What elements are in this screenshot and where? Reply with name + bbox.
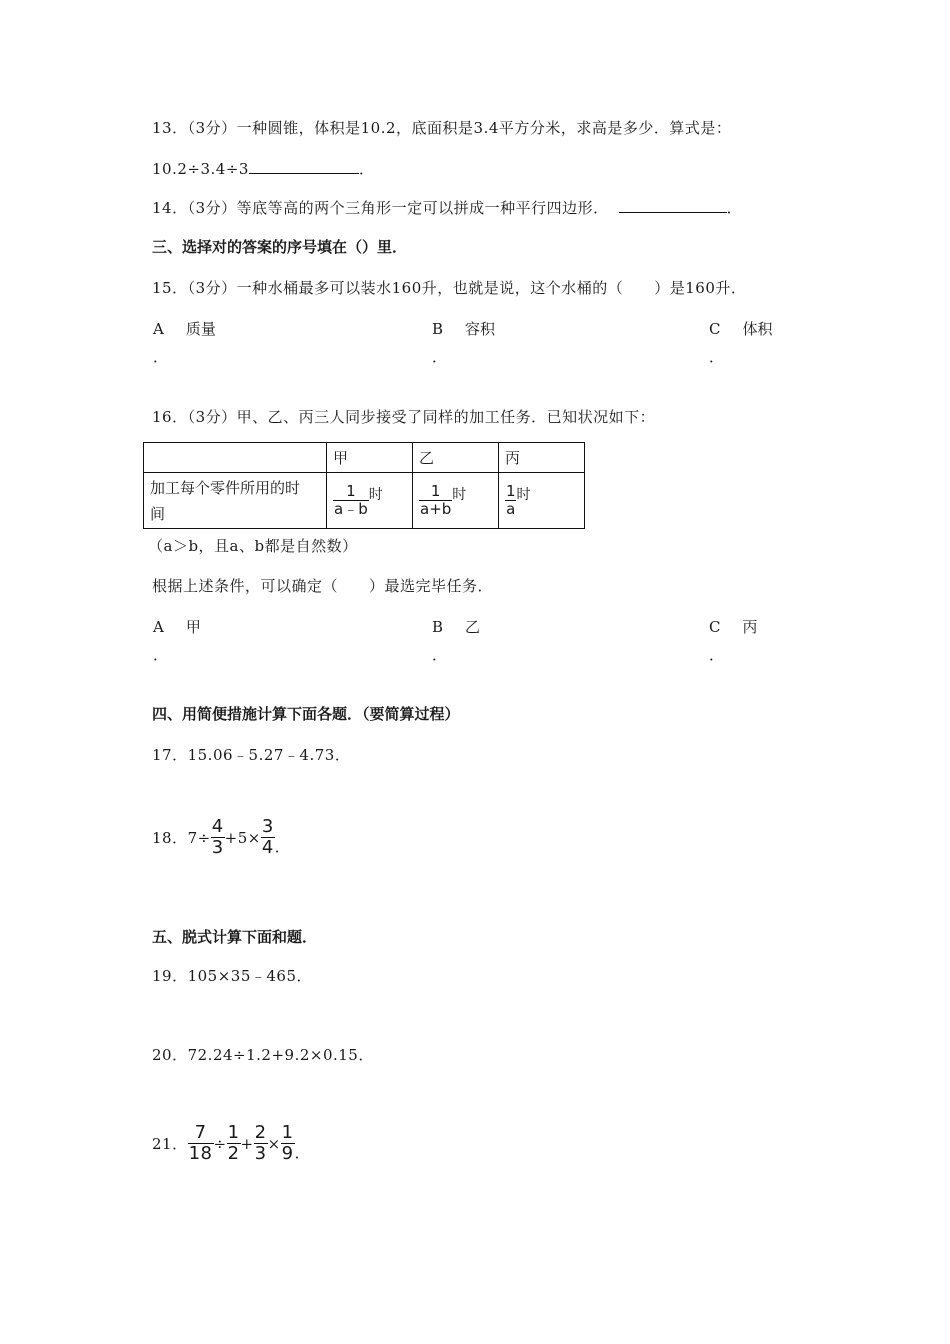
fraction <box>188 1124 214 1163</box>
numerator: 1 <box>430 482 441 501</box>
fraction <box>254 1124 268 1163</box>
numerator: 7 <box>194 1122 207 1143</box>
table-header-jia: 甲 <box>327 443 413 473</box>
table-cell-bing <box>499 473 585 529</box>
option-label: 体积 <box>742 320 773 338</box>
table-cell-jia <box>327 473 413 529</box>
q14-end: ． <box>726 199 743 217</box>
table-header-bing: 丙 <box>499 443 585 473</box>
q16-option-a[interactable] <box>153 616 201 637</box>
q18-mid: +5× <box>224 828 261 847</box>
fraction <box>227 1124 241 1163</box>
q13-end: ． <box>358 160 375 178</box>
section-5-heading: 五、脱式计算下面和题． <box>152 928 318 946</box>
q13-expression: 10.2÷3.4÷3 <box>152 160 249 178</box>
table-cell-yi <box>413 473 499 529</box>
q21 <box>152 1124 310 1163</box>
table-row-label <box>144 473 327 529</box>
denominator: 18 <box>188 1143 213 1164</box>
denominator: a+b <box>420 500 452 519</box>
numerator: 2 <box>254 1122 267 1143</box>
q16-question: 根据上述条件，可以确定（ ）最选完毕任务． <box>152 577 494 595</box>
q15-text: 15．（3分）一种水桶最多可以装水160升，也就是说，这个水桶的（ ）是160升． <box>152 279 747 297</box>
option-dot: ． <box>432 646 448 664</box>
q19: 19．105×35﹣465． <box>152 967 313 985</box>
q16-table <box>143 442 585 529</box>
q13-line2 <box>152 158 374 179</box>
option-dot: ． <box>709 646 725 664</box>
table-header-row <box>144 443 585 473</box>
numerator: 1 <box>506 482 516 501</box>
denominator: a﹣b <box>334 500 368 519</box>
fraction <box>505 484 517 517</box>
unit: 时 <box>516 486 531 503</box>
numerator: 1 <box>346 482 356 501</box>
q14-answer-blank[interactable] <box>619 200 727 213</box>
option-letter: A <box>153 618 164 636</box>
q16-text: 16．（3分）甲、乙、丙三人同步接受了同样的加工任务．已知状况如下： <box>152 408 656 426</box>
denominator: 4 <box>261 837 274 858</box>
numerator: 1 <box>227 1122 240 1143</box>
q16-option-b[interactable] <box>432 616 480 637</box>
denominator: a <box>506 500 516 519</box>
q13-answer-blank[interactable] <box>249 161 359 174</box>
denominator: 2 <box>227 1143 240 1164</box>
option-dot: ． <box>709 348 725 366</box>
q20: 20．72.24÷1.2+9.2×0.15． <box>152 1046 374 1064</box>
unit: 时 <box>368 486 383 503</box>
q21-prefix: 21． <box>152 1135 188 1153</box>
fraction <box>261 818 275 857</box>
section-4-heading: 四、用简便措施计算下面各题．（要简算过程） <box>152 705 460 723</box>
option-letter: B <box>432 320 444 338</box>
operator: × <box>267 1134 281 1153</box>
numerator: 1 <box>281 1122 294 1143</box>
option-label: 乙 <box>465 618 481 636</box>
option-letter: C <box>709 618 721 636</box>
fraction <box>419 484 452 517</box>
section-3-heading: 三、选择对的答案的序号填在（）里． <box>152 238 408 256</box>
denominator: 3 <box>211 837 224 858</box>
q18-prefix: 18．7÷ <box>152 829 211 847</box>
option-letter: B <box>432 618 444 636</box>
denominator: 3 <box>254 1143 267 1164</box>
option-label: 丙 <box>742 618 758 636</box>
q18-end: ． <box>274 838 291 856</box>
option-letter: A <box>153 320 164 338</box>
q17: 17．15.06﹣5.27﹣4.73． <box>152 746 351 764</box>
unit: 时 <box>452 486 467 503</box>
option-dot: ． <box>153 348 169 366</box>
row-label-line2: 间 <box>150 504 166 523</box>
option-letter: C <box>709 320 721 338</box>
q18 <box>152 818 290 857</box>
q13-line1: 13．（3分）一种圆锥，体积是10.2，底面积是3.4平方分米，求高是多少．算式是： <box>152 119 732 137</box>
q21-end: ． <box>294 1144 311 1162</box>
fraction <box>281 1124 295 1163</box>
fraction <box>211 818 225 857</box>
operator: ÷ <box>213 1134 227 1153</box>
row-label-line1: 加工每个零件所用的时 <box>150 478 301 497</box>
option-label: 容积 <box>465 320 496 338</box>
option-dot: ． <box>153 646 169 664</box>
q15-option-c[interactable] <box>709 318 773 339</box>
q15-option-a[interactable] <box>153 318 216 339</box>
q15-option-b[interactable] <box>432 318 495 339</box>
denominator: 9 <box>281 1143 294 1164</box>
operator: + <box>240 1134 254 1153</box>
q16-option-c[interactable] <box>709 616 758 637</box>
option-label: 质量 <box>185 320 216 338</box>
q14-text: 14．（3分）等底等高的两个三角形一定可以拼成一种平行四边形． <box>152 199 609 217</box>
table-header-empty <box>144 443 327 473</box>
fraction <box>333 484 369 517</box>
table-header-yi: 乙 <box>413 443 499 473</box>
table-row <box>144 473 585 529</box>
q14 <box>152 197 742 218</box>
numerator: 3 <box>261 816 274 837</box>
numerator: 4 <box>211 816 224 837</box>
option-dot: ． <box>432 348 448 366</box>
q16-note: （a＞b，且a、b都是自然数） <box>148 537 358 555</box>
option-label: 甲 <box>185 618 201 636</box>
